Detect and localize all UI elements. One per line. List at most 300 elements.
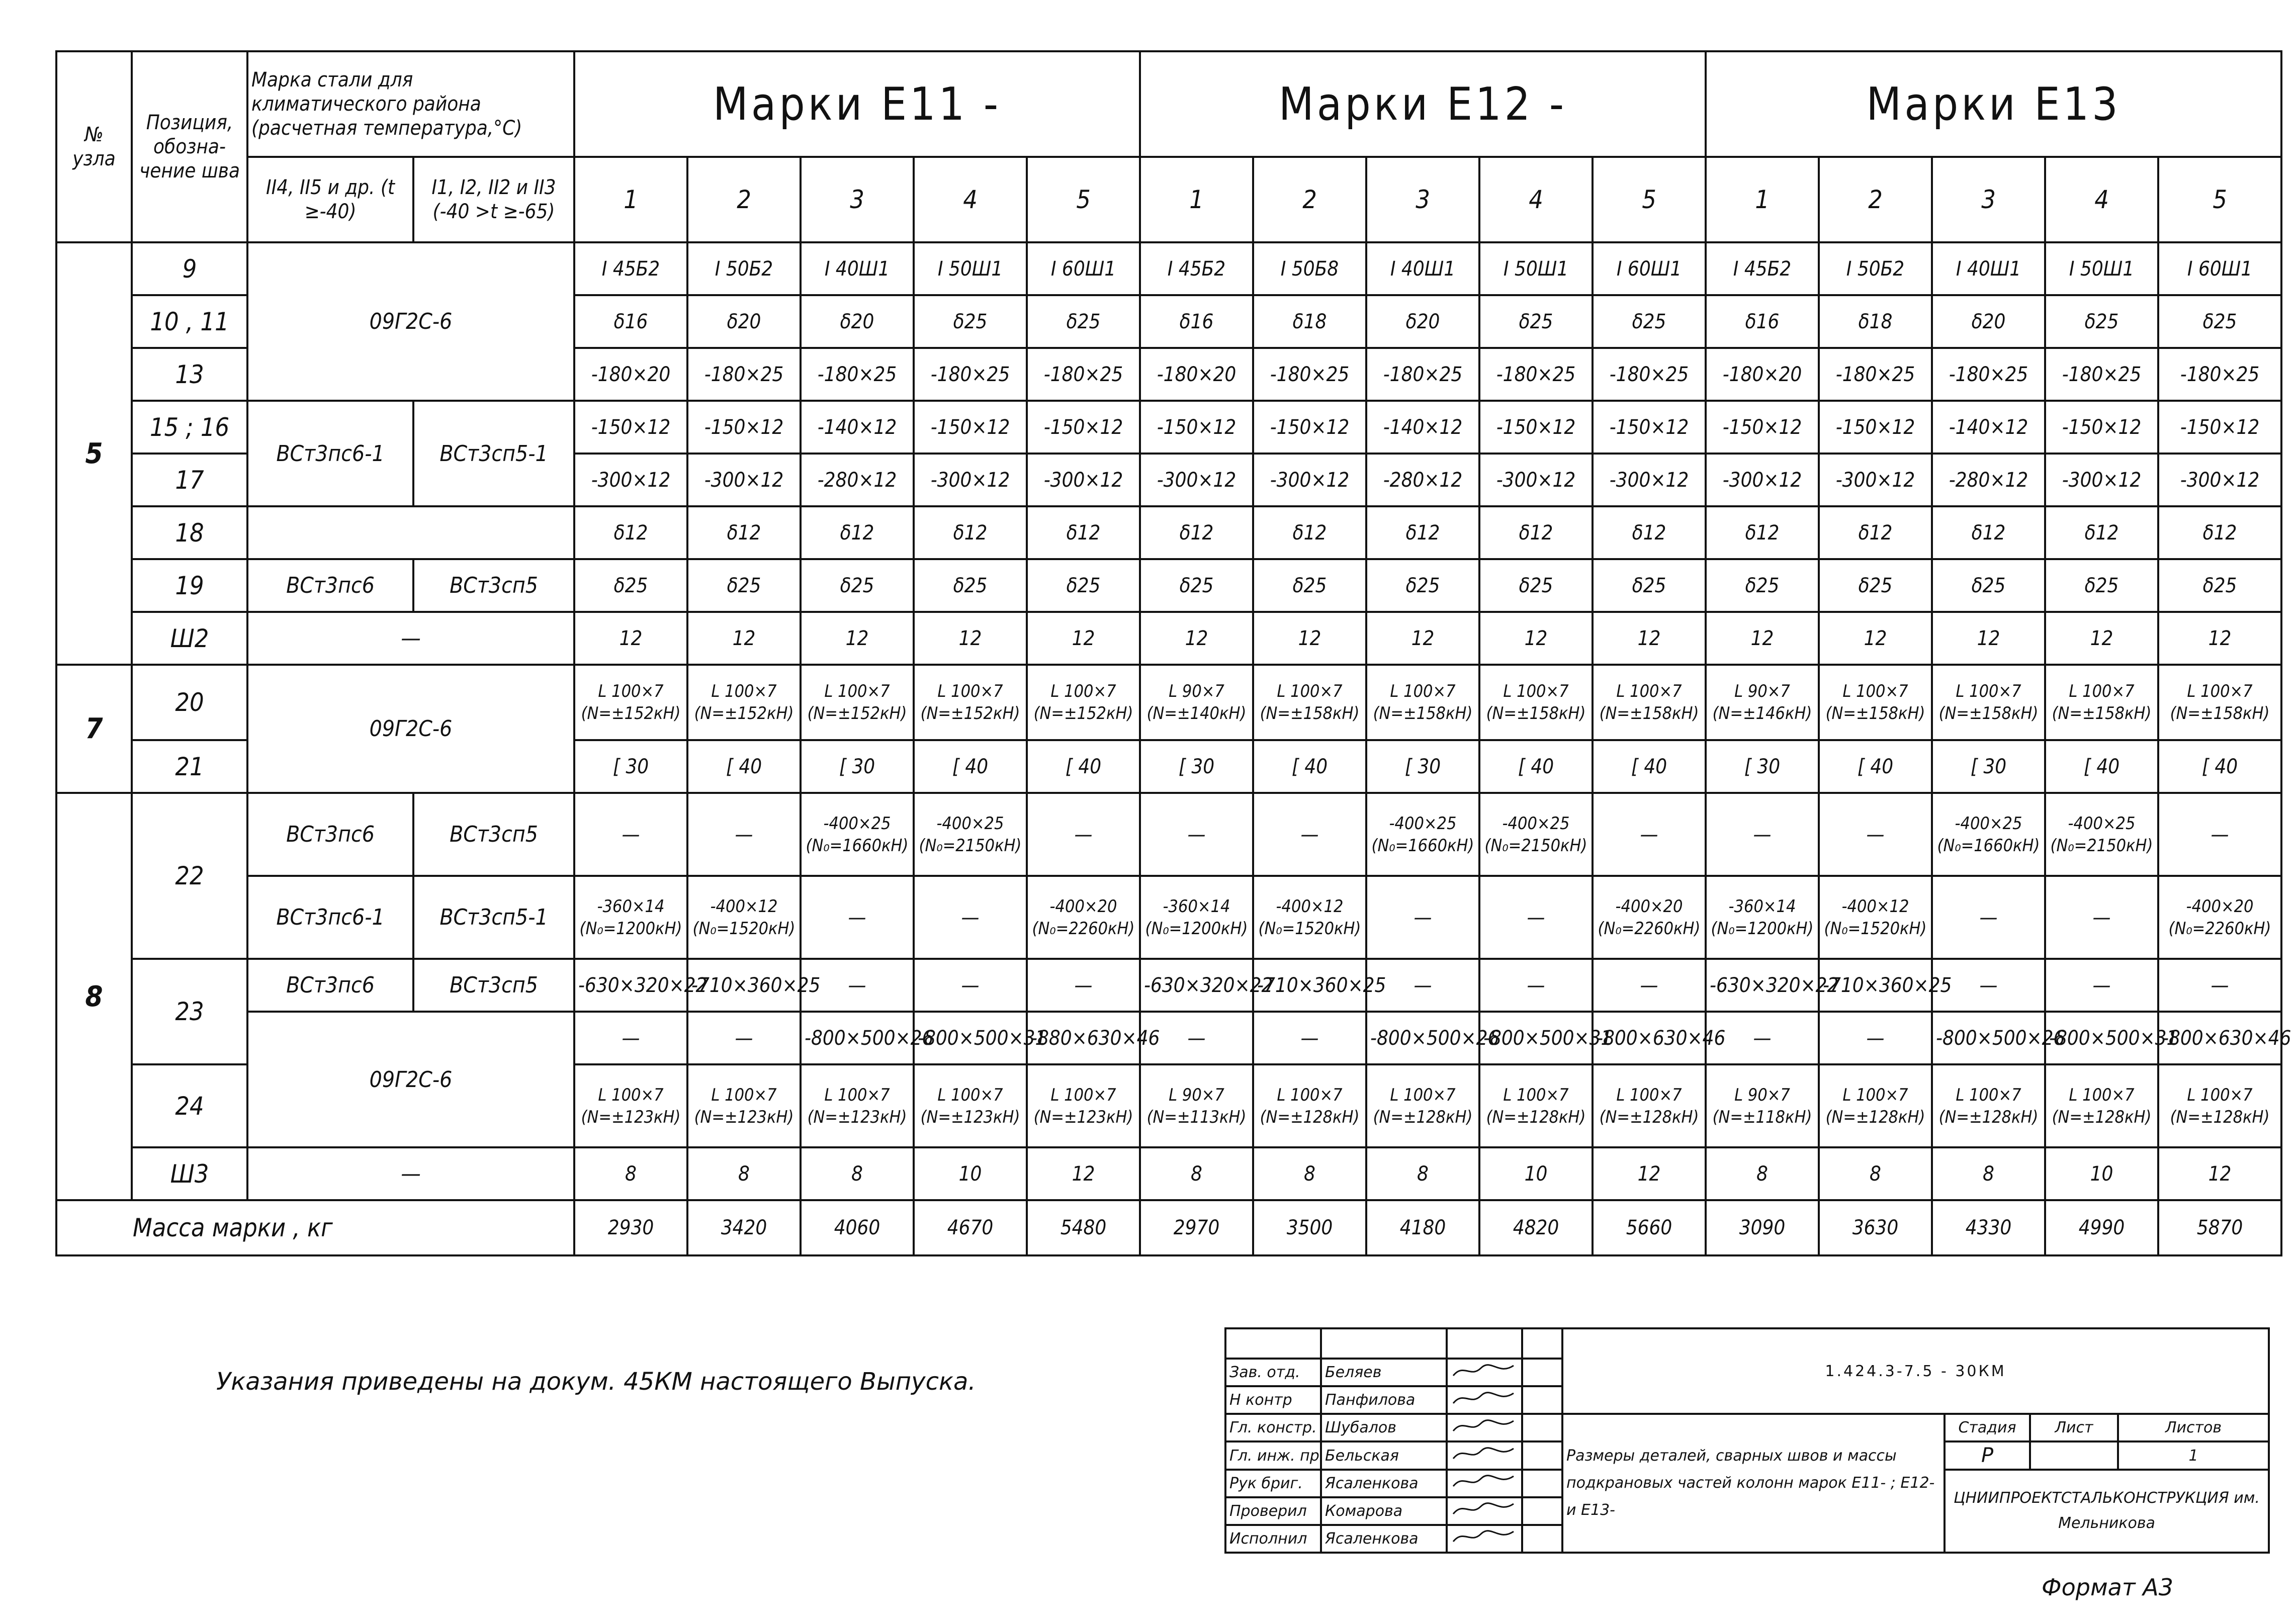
value-cell: -300×12 [1819,454,1932,506]
value-cell: δ25 [1140,559,1253,612]
mass-value: 4820 [1479,1200,1593,1255]
value-cell: [ 40 [1819,740,1932,793]
signature-mark [1451,1444,1516,1464]
value-cell: -180×20 [1706,348,1819,401]
steel-grade: 09Г2С-6 [247,242,574,401]
value-cell: I 50Б8 [1253,242,1366,295]
position-code: 10 , 11 [132,295,247,348]
value-cell: -150×12 [1819,401,1932,454]
value-cell: -180×25 [1932,348,2045,401]
value-cell: [ 40 [2158,740,2281,793]
value-cell: δ25 [2045,295,2158,348]
mass-value: 2930 [574,1200,687,1255]
signature [1447,1414,1522,1441]
value-cell: [ 40 [914,740,1027,793]
value-cell: -140×12 [1366,401,1479,454]
value-cell: -150×12 [1479,401,1593,454]
signature [1447,1470,1522,1497]
value-cell: -400×12 (N₀=1520кН) [1819,876,1932,959]
value-cell: 8 [1366,1147,1479,1200]
stamp-date [1522,1414,1562,1441]
value-cell: -800×500×26 [801,1012,914,1064]
value-cell: -180×25 [1819,348,1932,401]
stamp-name: Панфилова [1321,1386,1447,1414]
value-cell: -180×25 [1479,348,1593,401]
value-cell: δ12 [1593,506,1706,559]
stamp-role: Исполнил [1225,1525,1321,1553]
steel-grade: ВСт3сп5-1 [413,876,574,959]
value-cell: -400×12 (N₀=1520кН) [1253,876,1366,959]
value-cell: -400×12 (N₀=1520кН) [687,876,801,959]
value-cell: 12 [1819,612,1932,665]
stamp-role: Гл. инж. пр [1225,1441,1321,1469]
steel-grade: ВСт3пс6 [247,793,413,876]
value-cell: δ25 [1706,559,1819,612]
value-cell: δ20 [801,295,914,348]
value-cell: [ 30 [1706,740,1819,793]
value-cell: L 100×7 (N=±128кН) [1479,1064,1593,1147]
value-cell: -180×25 [801,348,914,401]
value-cell: — [1366,959,1479,1012]
value-cell: -630×320×22 [574,959,687,1012]
mass-value: 2970 [1140,1200,1253,1255]
value-cell: -630×320×22 [1140,959,1253,1012]
value-cell: — [1819,793,1932,876]
col-header: 1 [1706,157,1819,242]
value-cell: — [1140,1012,1253,1064]
value-cell: I 60Ш1 [1027,242,1140,295]
position-code: 22 [132,793,247,959]
value-cell: δ25 [1366,559,1479,612]
value-cell: — [1027,959,1140,1012]
stage-label: Стадия [1945,1414,2030,1441]
value-cell: 8 [801,1147,914,1200]
value-cell: -800×630×46 [2158,1012,2281,1064]
value-cell: -400×25 (N₀=2150кН) [1479,793,1593,876]
steel-grade: — [247,1147,574,1200]
value-cell: δ12 [1819,506,1932,559]
steel-grade: — [247,612,574,665]
col-header: 2 [1253,157,1366,242]
value-cell: L 100×7 (N=±152кН) [574,665,687,740]
value-cell: -150×12 [1593,401,1706,454]
value-cell: -400×25 (N₀=1660кН) [1932,793,2045,876]
value-cell: — [801,959,914,1012]
value-cell: 12 [1027,612,1140,665]
value-cell: I 60Ш1 [1593,242,1706,295]
organization: ЦНИИПРОЕКТСТАЛЬКОНСТРУКЦИЯ им. Мельникова [1945,1470,2269,1553]
value-cell: δ25 [914,295,1027,348]
value-cell: δ12 [687,506,801,559]
value-cell: — [1932,959,2045,1012]
value-cell: [ 30 [1140,740,1253,793]
mass-value: 3420 [687,1200,801,1255]
stamp-date [1522,1470,1562,1497]
value-cell: [ 40 [687,740,801,793]
value-cell: -150×12 [1253,401,1366,454]
value-cell: — [1140,793,1253,876]
value-cell: L 100×7 (N=±158кН) [2045,665,2158,740]
value-cell: δ18 [1253,295,1366,348]
sheet-label: Лист [2030,1414,2118,1441]
stamp-date [1522,1497,1562,1525]
value-cell: -400×25 (N₀=1660кН) [1366,793,1479,876]
value-cell: — [1479,959,1593,1012]
value-cell: -880×630×46 [1027,1012,1140,1064]
value-cell: -180×25 [687,348,801,401]
steel-grade: ВСт3сп5 [413,793,574,876]
position-code: 24 [132,1064,247,1147]
value-cell: 12 [1593,612,1706,665]
col-header: 2 [1819,157,1932,242]
value-cell: -280×12 [1366,454,1479,506]
value-cell: 8 [574,1147,687,1200]
value-cell: δ16 [1140,295,1253,348]
col-header: 5 [1027,157,1140,242]
value-cell: I 50Ш1 [914,242,1027,295]
value-cell: -150×12 [687,401,801,454]
signature-mark [1451,1361,1516,1381]
value-cell: L 100×7 (N=±128кН) [1932,1064,2045,1147]
stamp-name: Шубалов [1321,1414,1447,1441]
position-code: 23 [132,959,247,1064]
value-cell: — [2158,793,2281,876]
value-cell: -360×14 (N₀=1200кН) [1140,876,1253,959]
value-cell: [ 40 [1593,740,1706,793]
value-cell: -300×12 [1027,454,1140,506]
value-cell: [ 40 [1027,740,1140,793]
document-code: 1.424.3-7.5 - 30КМ [1562,1328,2269,1414]
value-cell: -180×25 [2045,348,2158,401]
value-cell: — [914,876,1027,959]
stamp-name: Бельская [1321,1441,1447,1469]
group-e11: Марки Е11 - [574,51,1140,157]
value-cell: 12 [1932,612,2045,665]
col-header: 2 [687,157,801,242]
value-cell: -150×12 [574,401,687,454]
value-cell: L 100×7 (N=±158кН) [2158,665,2281,740]
value-cell: L 100×7 (N=±123кН) [574,1064,687,1147]
value-cell: 12 [2045,612,2158,665]
value-cell: L 100×7 (N=±128кН) [1593,1064,1706,1147]
value-cell: -400×25 (N₀=1660кН) [801,793,914,876]
value-cell: -300×12 [1479,454,1593,506]
value-cell: — [1932,876,2045,959]
value-cell: L 100×7 (N=±152кН) [1027,665,1140,740]
value-cell: -140×12 [801,401,914,454]
value-cell: 8 [1253,1147,1366,1200]
col-header: 3 [1366,157,1479,242]
steel-grade: ВСт3сп5 [413,559,574,612]
value-cell: 12 [1253,612,1366,665]
value-cell: δ25 [1027,559,1140,612]
value-cell: L 100×7 (N=±158кН) [1479,665,1593,740]
value-cell: I 60Ш1 [2158,242,2281,295]
value-cell: — [687,793,801,876]
position-code: 20 [132,665,247,740]
signature-mark [1451,1388,1516,1408]
stamp-role: Рук бриг. [1225,1470,1321,1497]
value-cell: — [1819,1012,1932,1064]
stamp-name: Беляев [1321,1359,1447,1386]
value-cell: -180×20 [1140,348,1253,401]
value-cell: 12 [574,612,687,665]
mass-value: 4060 [801,1200,914,1255]
value-cell: δ25 [1819,559,1932,612]
value-cell: — [1479,876,1593,959]
value-cell: δ25 [1027,295,1140,348]
value-cell: 8 [1819,1147,1932,1200]
value-cell: δ25 [2158,295,2281,348]
value-cell: -300×12 [1253,454,1366,506]
node-number: 7 [56,665,132,793]
value-cell: L 100×7 (N=±128кН) [2045,1064,2158,1147]
value-cell: -180×20 [574,348,687,401]
position-code: 17 [132,454,247,506]
col-header: 4 [2045,157,2158,242]
stamp-date [1522,1441,1562,1469]
value-cell: 12 [2158,1147,2281,1200]
stamp-date [1522,1386,1562,1414]
mass-value: 3090 [1706,1200,1819,1255]
value-cell: 8 [1140,1147,1253,1200]
value-cell: δ25 [801,559,914,612]
value-cell: I 40Ш1 [1932,242,2045,295]
value-cell: I 50Б2 [1819,242,1932,295]
steel-grade: ВСт3пс6-1 [247,401,413,506]
stamp-blank [1447,1328,1522,1359]
node-number: 5 [56,242,132,665]
value-cell: — [1027,793,1140,876]
value-cell: δ25 [2158,559,2281,612]
position-code: 18 [132,506,247,559]
stamp-role: Проверил [1225,1497,1321,1525]
position-code: 15 ; 16 [132,401,247,454]
signature [1447,1359,1522,1386]
value-cell: -800×500×31 [1479,1012,1593,1064]
mass-value: 5480 [1027,1200,1140,1255]
value-cell: L 100×7 (N=±158кН) [1253,665,1366,740]
value-cell: -300×12 [2158,454,2281,506]
value-cell: δ25 [1479,295,1593,348]
group-e12: Марки Е12 - [1140,51,1706,157]
value-cell: — [1593,793,1706,876]
value-cell: -800×500×26 [1366,1012,1479,1064]
value-cell: 12 [1140,612,1253,665]
value-cell: -400×25 (N₀=2150кН) [914,793,1027,876]
sheet-value [2030,1441,2118,1469]
sheets-label: Листов [2118,1414,2269,1441]
value-cell: — [574,1012,687,1064]
value-cell: 12 [1706,612,1819,665]
value-cell: [ 40 [1479,740,1593,793]
value-cell: -800×500×31 [914,1012,1027,1064]
signature [1447,1386,1522,1414]
signature-mark [1451,1416,1516,1436]
stamp-name: Ясаленкова [1321,1525,1447,1553]
value-cell: L 90×7 (N=±118кН) [1706,1064,1819,1147]
value-cell: 12 [1366,612,1479,665]
header-node: № узла [56,51,132,242]
value-cell: δ25 [1253,559,1366,612]
value-cell: — [1593,959,1706,1012]
value-cell: — [1253,1012,1366,1064]
mass-value: 5870 [2158,1200,2281,1255]
value-cell: 10 [1479,1147,1593,1200]
value-cell: -150×12 [2045,401,2158,454]
value-cell: 8 [1706,1147,1819,1200]
stamp-date [1522,1525,1562,1553]
col-header: 3 [1932,157,2045,242]
value-cell: δ25 [1593,559,1706,612]
value-cell: -300×12 [687,454,801,506]
header-steel: Марка стали для климатического района (расчетная температура,°С) [247,51,574,157]
value-cell: L 90×7 (N=±140кН) [1140,665,1253,740]
format-label: Формат А3 [2042,1574,2173,1601]
mass-value: 3500 [1253,1200,1366,1255]
value-cell: -300×12 [2045,454,2158,506]
value-cell: I 50Б2 [687,242,801,295]
value-cell: -400×25 (N₀=2150кН) [2045,793,2158,876]
value-cell: -150×12 [914,401,1027,454]
value-cell: I 40Ш1 [1366,242,1479,295]
value-cell: L 100×7 (N=±152кН) [914,665,1027,740]
value-cell: 8 [1932,1147,2045,1200]
col-header: 4 [1479,157,1593,242]
value-cell: δ12 [2045,506,2158,559]
stamp-blank [1321,1328,1447,1359]
steel-grade: ВСт3пс6-1 [247,876,413,959]
value-cell: — [574,793,687,876]
position-code: 13 [132,348,247,401]
value-cell: -180×25 [1593,348,1706,401]
stamp-date [1522,1359,1562,1386]
position-code: Ш3 [132,1147,247,1200]
value-cell: δ12 [2158,506,2281,559]
signature [1447,1441,1522,1469]
position-code: 19 [132,559,247,612]
value-cell: -300×12 [914,454,1027,506]
value-cell: -300×12 [1593,454,1706,506]
mass-label: Масса марки , кг [56,1200,574,1255]
steel-grade: ВСт3сп5 [413,959,574,1012]
position-code: 9 [132,242,247,295]
stamp-role: Зав. отд. [1225,1359,1321,1386]
value-cell: L 90×7 (N=±113кН) [1140,1064,1253,1147]
value-cell: L 100×7 (N=±158кН) [1819,665,1932,740]
value-cell: -710×360×25 [1253,959,1366,1012]
value-cell: L 90×7 (N=±146кН) [1706,665,1819,740]
value-cell: δ12 [1706,506,1819,559]
stamp-blank [1522,1328,1562,1359]
value-cell: -180×25 [1027,348,1140,401]
value-cell: L 100×7 (N=±158кН) [1932,665,2045,740]
value-cell: δ18 [1819,295,1932,348]
value-cell: δ20 [1366,295,1479,348]
value-cell: I 50Ш1 [2045,242,2158,295]
value-cell: [ 30 [1366,740,1479,793]
value-cell: δ25 [2045,559,2158,612]
col-header: 5 [2158,157,2281,242]
value-cell: 10 [914,1147,1027,1200]
value-cell: 12 [1027,1147,1140,1200]
value-cell: 12 [801,612,914,665]
value-cell: [ 30 [574,740,687,793]
value-cell: -300×12 [1140,454,1253,506]
value-cell: δ12 [1253,506,1366,559]
sheets-value: 1 [2118,1441,2269,1469]
value-cell: -180×25 [914,348,1027,401]
value-cell: L 100×7 (N=±123кН) [1027,1064,1140,1147]
value-cell: 12 [687,612,801,665]
steel-grade: ВСт3сп5-1 [413,401,574,506]
value-cell: δ16 [574,295,687,348]
value-cell: L 100×7 (N=±128кН) [1253,1064,1366,1147]
value-cell: δ25 [1593,295,1706,348]
mass-value: 4180 [1366,1200,1479,1255]
value-cell: -180×25 [2158,348,2281,401]
signature [1447,1497,1522,1525]
header-climate-a: II4, II5 и др. (t ≥-40) [247,157,413,242]
header-position: Позиция, обозна- чение шва [132,51,247,242]
value-cell: -150×12 [1140,401,1253,454]
value-cell: L 100×7 (N=±128кН) [1366,1064,1479,1147]
value-cell: — [2158,959,2281,1012]
value-cell: δ20 [1932,295,2045,348]
value-cell: δ12 [914,506,1027,559]
value-cell: L 100×7 (N=±123кН) [914,1064,1027,1147]
value-cell: δ20 [687,295,801,348]
node-number: 8 [56,793,132,1200]
mass-value: 4330 [1932,1200,2045,1255]
value-cell: -710×360×25 [1819,959,1932,1012]
value-cell: [ 30 [801,740,914,793]
value-cell: — [1706,1012,1819,1064]
position-code: Ш2 [132,612,247,665]
col-header: 4 [914,157,1027,242]
value-cell: [ 40 [1253,740,1366,793]
value-cell: L 100×7 (N=±128кН) [2158,1064,2281,1147]
stamp-name: Ясаленкова [1321,1470,1447,1497]
spec-table [55,50,2291,1256]
value-cell: -180×25 [1366,348,1479,401]
value-cell: -360×14 (N₀=1200кН) [1706,876,1819,959]
steel-grade: ВСт3пс6 [247,959,413,1012]
value-cell: -300×12 [1706,454,1819,506]
value-cell: δ12 [801,506,914,559]
value-cell: 12 [1593,1147,1706,1200]
mass-value: 3630 [1819,1200,1932,1255]
value-cell: — [1253,793,1366,876]
value-cell: — [801,876,914,959]
group-e13: Марки Е13 [1706,51,2281,157]
value-cell: -800×500×31 [2045,1012,2158,1064]
value-cell: 12 [1479,612,1593,665]
stamp-role: Гл. констр. [1225,1414,1321,1441]
value-cell: — [687,1012,801,1064]
value-cell: δ25 [1479,559,1593,612]
value-cell: — [1366,876,1479,959]
value-cell: -280×12 [801,454,914,506]
value-cell: — [1706,793,1819,876]
mass-value: 4670 [914,1200,1027,1255]
col-header: 1 [1140,157,1253,242]
value-cell: -800×500×26 [1932,1012,2045,1064]
position-code: 21 [132,740,247,793]
value-cell: δ12 [1932,506,2045,559]
value-cell: L 100×7 (N=±158кН) [1593,665,1706,740]
value-cell: [ 40 [2045,740,2158,793]
